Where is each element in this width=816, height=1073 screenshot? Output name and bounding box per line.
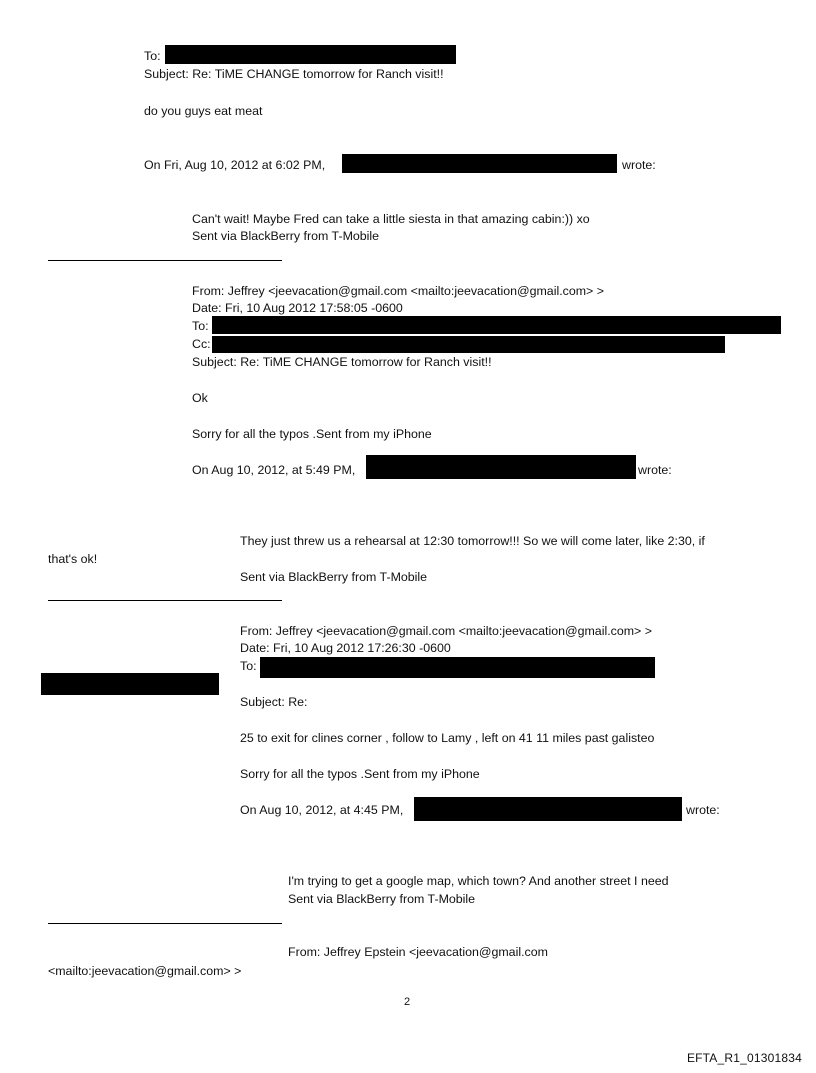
date-header: Date: Fri, 10 Aug 2012 17:26:30 -0600 — [240, 641, 451, 655]
attribution-prefix: On Aug 10, 2012, at 5:49 PM, — [192, 463, 356, 477]
attribution-suffix: wrote: — [686, 803, 720, 817]
attribution-prefix: On Fri, Aug 10, 2012 at 6:02 PM, — [144, 158, 326, 172]
from-header: From: Jeffrey Epstein <jeevacation@gmail.com — [288, 945, 548, 959]
redaction-bar — [260, 657, 655, 678]
subject-line: Subject: Re: TiME CHANGE tomorrow for Ranch visit!! — [192, 355, 492, 369]
message-body: do you guys eat meat — [144, 104, 263, 118]
redaction-bar — [414, 797, 682, 821]
message-body: Ok — [192, 391, 208, 405]
signature-line: Sent via BlackBerry from T-Mobile — [192, 229, 380, 243]
separator-rule — [48, 923, 282, 924]
subject-line: Subject: Re: TiME CHANGE tomorrow for Ranch visit!! — [144, 67, 444, 81]
separator-rule — [48, 600, 282, 601]
signature-line: Sorry for all the typos .Sent from my iPhone — [240, 767, 480, 781]
signature-line: Sorry for all the typos .Sent from my iPhone — [192, 427, 432, 441]
attribution-suffix: wrote: — [638, 463, 672, 477]
message-body-wrap: that's ok! — [48, 552, 98, 566]
to-label: To: — [240, 659, 257, 673]
separator-rule — [48, 260, 282, 261]
redaction-bar — [366, 455, 636, 479]
redaction-bar — [165, 45, 456, 64]
message-body: 25 to exit for clines corner , follow to Lamy , left on 41 11 miles past galisteo — [240, 731, 655, 745]
page-number: 2 — [404, 996, 411, 1008]
to-label: To: — [192, 319, 209, 333]
to-label: To: — [144, 49, 161, 63]
subject-line: Subject: Re: — [240, 695, 308, 709]
signature-line: Sent via BlackBerry from T-Mobile — [240, 570, 428, 584]
attribution-prefix: On Aug 10, 2012, at 4:45 PM, — [240, 803, 404, 817]
message-body: Can't wait! Maybe Fred can take a little siesta in that amazing cabin:)) xo — [192, 212, 590, 226]
attribution-suffix: wrote: — [622, 158, 656, 172]
redaction-bar — [41, 673, 219, 695]
date-header: Date: Fri, 10 Aug 2012 17:58:05 -0600 — [192, 301, 403, 315]
redaction-bar — [342, 154, 617, 173]
redaction-bar — [212, 336, 725, 353]
from-header: From: Jeffrey <jeevacation@gmail.com <mailto:jeevacation@gmail.com> > — [240, 624, 652, 638]
from-header-wrap: <mailto:jeevacation@gmail.com> > — [48, 964, 242, 978]
document-id: EFTA_R1_01301834 — [686, 1051, 802, 1065]
message-body: I'm trying to get a google map, which town? And another street I need — [288, 874, 669, 888]
message-body: They just threw us a rehearsal at 12:30 tomorrow!!! So we will come later, like 2:30, if — [240, 534, 705, 548]
cc-label: Cc: — [192, 337, 211, 351]
from-header: From: Jeffrey <jeevacation@gmail.com <mailto:jeevacation@gmail.com> > — [192, 284, 604, 298]
signature-line: Sent via BlackBerry from T-Mobile — [288, 892, 476, 906]
redaction-bar — [212, 316, 781, 334]
